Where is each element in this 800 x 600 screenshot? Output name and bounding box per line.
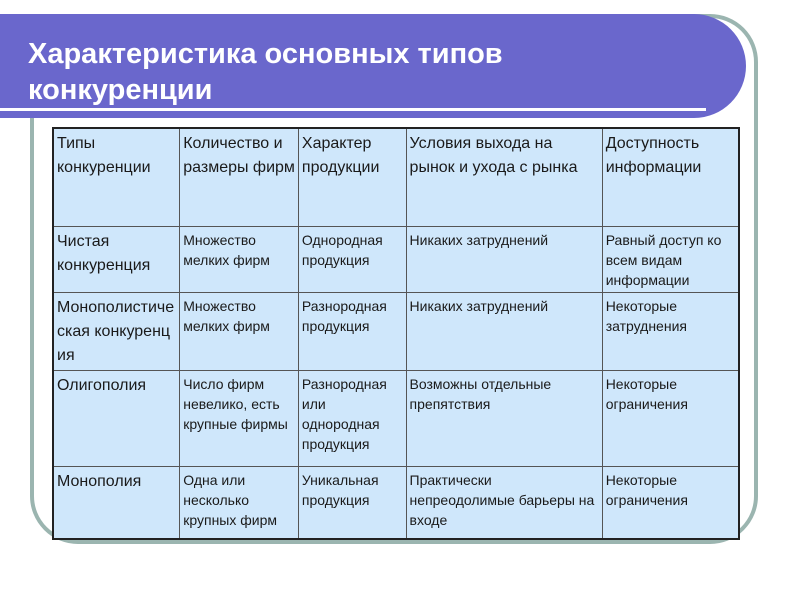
row-info: Некоторые ограничения (602, 371, 739, 467)
row-entry: Никаких затруднений (406, 227, 602, 293)
row-product: Разнородная или однородная продукция (298, 371, 406, 467)
row-type: Монополистическая конкуренция (53, 293, 180, 371)
competition-table (52, 127, 740, 540)
title-underline (0, 108, 706, 111)
row-product: Однородная продукция (298, 227, 406, 293)
row-type: Олигополия (53, 371, 180, 467)
row-product: Уникальная продукция (298, 467, 406, 540)
row-type: Чистая конкуренция (53, 227, 180, 293)
row-info: Некоторые ограничения (602, 467, 739, 540)
row-firms: Множество мелких фирм (180, 227, 299, 293)
row-entry: Возможны отдельные препятствия (406, 371, 602, 467)
row-firms: Одна или несколько крупных фирм (180, 467, 299, 540)
row-firms: Множество мелких фирм (180, 293, 299, 371)
header-product: Характер продукции (298, 128, 406, 227)
table-header-row (53, 128, 739, 227)
row-info: Некоторые затруднения (602, 293, 739, 371)
row-product: Разнородная продукция (298, 293, 406, 371)
row-firms: Число фирм невелико, есть крупные фирмы (180, 371, 299, 467)
header-types: Типы конкуренции (53, 128, 180, 227)
table-row (53, 293, 739, 371)
header-info: Доступность информации (602, 128, 739, 227)
header-entry: Условия выхода на рынок и ухода с рынка (406, 128, 602, 227)
page-title: Характеристика основных типов конкуренции (28, 38, 503, 106)
table-row (53, 227, 739, 293)
row-entry: Практически непреодолимые барьеры на входе (406, 467, 602, 540)
title-bar (0, 14, 746, 118)
row-type: Монополия (53, 467, 180, 540)
table-row (53, 467, 739, 540)
row-info: Равный доступ ко всем видам информации (602, 227, 739, 293)
header-firms: Количество и размеры фирм (180, 128, 299, 227)
table-row (53, 371, 739, 467)
row-entry: Никаких затруднений (406, 293, 602, 371)
